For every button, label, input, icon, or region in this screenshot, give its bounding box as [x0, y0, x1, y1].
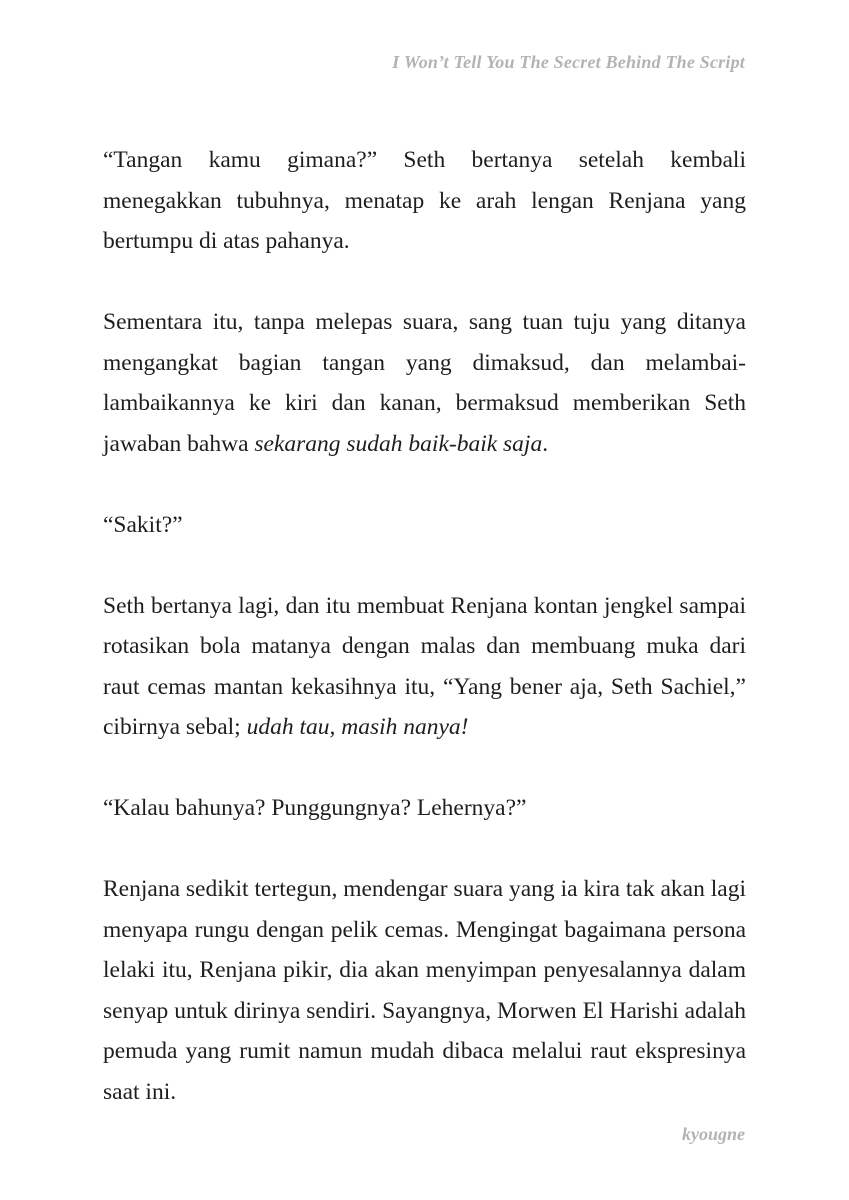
- paragraph-1: [103, 140, 746, 262]
- page-header-title: I Won’t Tell You The Secret Behind The Script: [392, 52, 745, 72]
- paragraph-5: [103, 788, 746, 829]
- paragraph-2-after: .: [542, 430, 549, 457]
- paragraph-4-text: Seth bertanya lagi, dan itu membuat Renjana kontan jengkel sampai rotasikan bola matanya dengan malas dan membuang muka dari raut cemas mantan kekasihnya itu, “Yang bener aja, Seth Sachiel,” cibirnya sebal;: [103, 592, 746, 740]
- paragraph-2-text: Sementara itu, tanpa melepas suara, sang tuan tuju yang ditanya mengangkat bagian tangan yang dimaksud, dan melambai-lambaikannya ke kiri dan kanan, bermaksud memberikan Seth jawaban bahwa: [103, 309, 746, 457]
- body-text: [103, 140, 746, 1112]
- paragraph-4-italic: udah tau, masih nanya!: [246, 714, 469, 740]
- paragraph-6: [103, 869, 746, 1112]
- paragraph-4: [103, 586, 746, 748]
- paragraph-1-text: “Tangan kamu gimana?” Seth bertanya setelah kembali menegakkan tubuhnya, menatap ke arah lengan Renjana yang bertumpu di atas pahanya.: [103, 147, 746, 254]
- paragraph-2-italic: sekarang sudah baik-baik saja: [254, 430, 543, 457]
- paragraph-3-text: “Sakit?”: [103, 511, 183, 538]
- paragraph-6-text: Renjana sedikit tertegun, mendengar suara yang ia kira tak akan lagi menyapa rungu dengan pelik cemas. Mengingat bagaimana persona lelaki itu, Renjana pikir, dia akan menyimpan penyesalannya dalam senyap untuk dirinya sendiri. Sayangnya, Morwen El Harishi adalah pemuda yang rumit namun mudah dibaca melalui raut ekspresinya saat ini.: [103, 876, 746, 1105]
- paragraph-5-text: “Kalau bahunya? Punggungnya? Lehernya?”: [103, 795, 527, 821]
- paragraph-2: [103, 302, 746, 464]
- page-footer-author: kyougne: [682, 1124, 745, 1144]
- paragraph-3: [103, 505, 746, 546]
